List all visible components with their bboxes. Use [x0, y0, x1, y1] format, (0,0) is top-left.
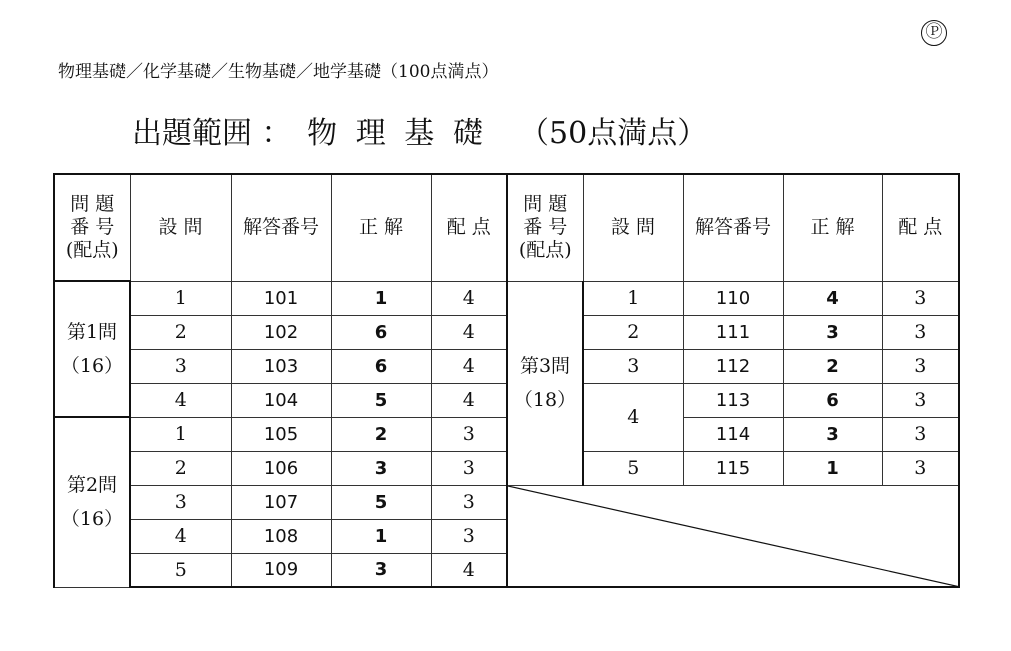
points: 3	[431, 417, 507, 451]
sub-question: 4	[130, 383, 231, 417]
table-row	[54, 417, 959, 451]
answer-number: 114	[683, 417, 783, 451]
answer-number: 101	[231, 281, 331, 315]
sub-question: 3	[583, 349, 683, 383]
header-answer-number-right: 解答番号	[683, 174, 783, 281]
points: 3	[882, 281, 959, 315]
points: 3	[431, 485, 507, 519]
correct-answer: 6	[331, 315, 431, 349]
sub-question: 5	[583, 451, 683, 485]
sub-question: 5	[130, 553, 231, 587]
corner-mark: Ⓟ	[921, 20, 947, 46]
sub-question: 2	[583, 315, 683, 349]
header-sub-question: 設 問	[130, 174, 231, 281]
answer-number: 112	[683, 349, 783, 383]
header-correct-answer: 正 解	[331, 174, 431, 281]
correct-answer: 6	[331, 349, 431, 383]
sub-question: 3	[130, 485, 231, 519]
sub-question: 3	[130, 349, 231, 383]
table-row	[54, 349, 959, 383]
table-row	[54, 383, 959, 417]
sub-question: 2	[130, 451, 231, 485]
points: 4	[431, 349, 507, 383]
question-2-cell: 第2問 （16）	[54, 417, 130, 587]
sub-question: 4	[583, 383, 683, 451]
header-answer-number: 解答番号	[231, 174, 331, 281]
answer-number: 110	[683, 281, 783, 315]
answer-table	[53, 173, 960, 588]
page-title	[132, 108, 707, 152]
correct-answer: 1	[331, 519, 431, 553]
correct-answer: 3	[331, 553, 431, 587]
diagonal-strike	[508, 486, 958, 587]
answer-number: 102	[231, 315, 331, 349]
points: 3	[882, 349, 959, 383]
points: 4	[431, 281, 507, 315]
answer-number: 107	[231, 485, 331, 519]
scope-label: 出題範囲	[132, 116, 252, 151]
header-points: 配 点	[431, 174, 507, 281]
answer-number: 111	[683, 315, 783, 349]
answer-number: 103	[231, 349, 331, 383]
points: 4	[431, 383, 507, 417]
scope-value: 物理基礎	[307, 116, 502, 151]
title-separator: ：	[261, 116, 292, 151]
table-row	[54, 485, 959, 519]
table-row	[54, 451, 959, 485]
points: 3	[431, 451, 507, 485]
question-3-cell: 第3問 （18）	[507, 281, 583, 485]
answer-number: 108	[231, 519, 331, 553]
answer-number: 113	[683, 383, 783, 417]
header-row	[54, 174, 959, 281]
header-points-right: 配 点	[882, 174, 959, 281]
points: 3	[431, 519, 507, 553]
correct-answer: 3	[783, 417, 882, 451]
title-points: （50点満点）	[519, 116, 708, 151]
correct-answer: 6	[783, 383, 882, 417]
sub-question: 1	[583, 281, 683, 315]
correct-answer: 1	[331, 281, 431, 315]
blank-cell	[507, 485, 959, 587]
sub-question: 4	[130, 519, 231, 553]
subject-line: 物理基礎／化学基礎／生物基礎／地学基礎（100点満点）	[58, 62, 499, 82]
sub-question: 1	[130, 281, 231, 315]
correct-answer: 5	[331, 485, 431, 519]
points: 4	[431, 315, 507, 349]
sub-question: 1	[130, 417, 231, 451]
correct-answer: 2	[331, 417, 431, 451]
header-question-number-right: 問 題 番 号 (配点)	[507, 174, 583, 281]
points: 3	[882, 315, 959, 349]
points: 3	[882, 417, 959, 451]
correct-answer: 4	[783, 281, 882, 315]
header-correct-answer-right: 正 解	[783, 174, 882, 281]
table-row	[54, 315, 959, 349]
answer-number: 106	[231, 451, 331, 485]
answer-number: 115	[683, 451, 783, 485]
points: 4	[431, 553, 507, 587]
correct-answer: 2	[783, 349, 882, 383]
header-question-number: 問 題 番 号 (配点)	[54, 174, 130, 281]
answer-number: 104	[231, 383, 331, 417]
points: 3	[882, 383, 959, 417]
answer-number: 105	[231, 417, 331, 451]
points: 3	[882, 451, 959, 485]
correct-answer: 3	[331, 451, 431, 485]
correct-answer: 3	[783, 315, 882, 349]
question-1-cell: 第1問 （16）	[54, 281, 130, 417]
header-sub-question-right: 設 問	[583, 174, 683, 281]
correct-answer: 5	[331, 383, 431, 417]
correct-answer: 1	[783, 451, 882, 485]
table-row	[54, 281, 959, 315]
answer-number: 109	[231, 553, 331, 587]
sub-question: 2	[130, 315, 231, 349]
